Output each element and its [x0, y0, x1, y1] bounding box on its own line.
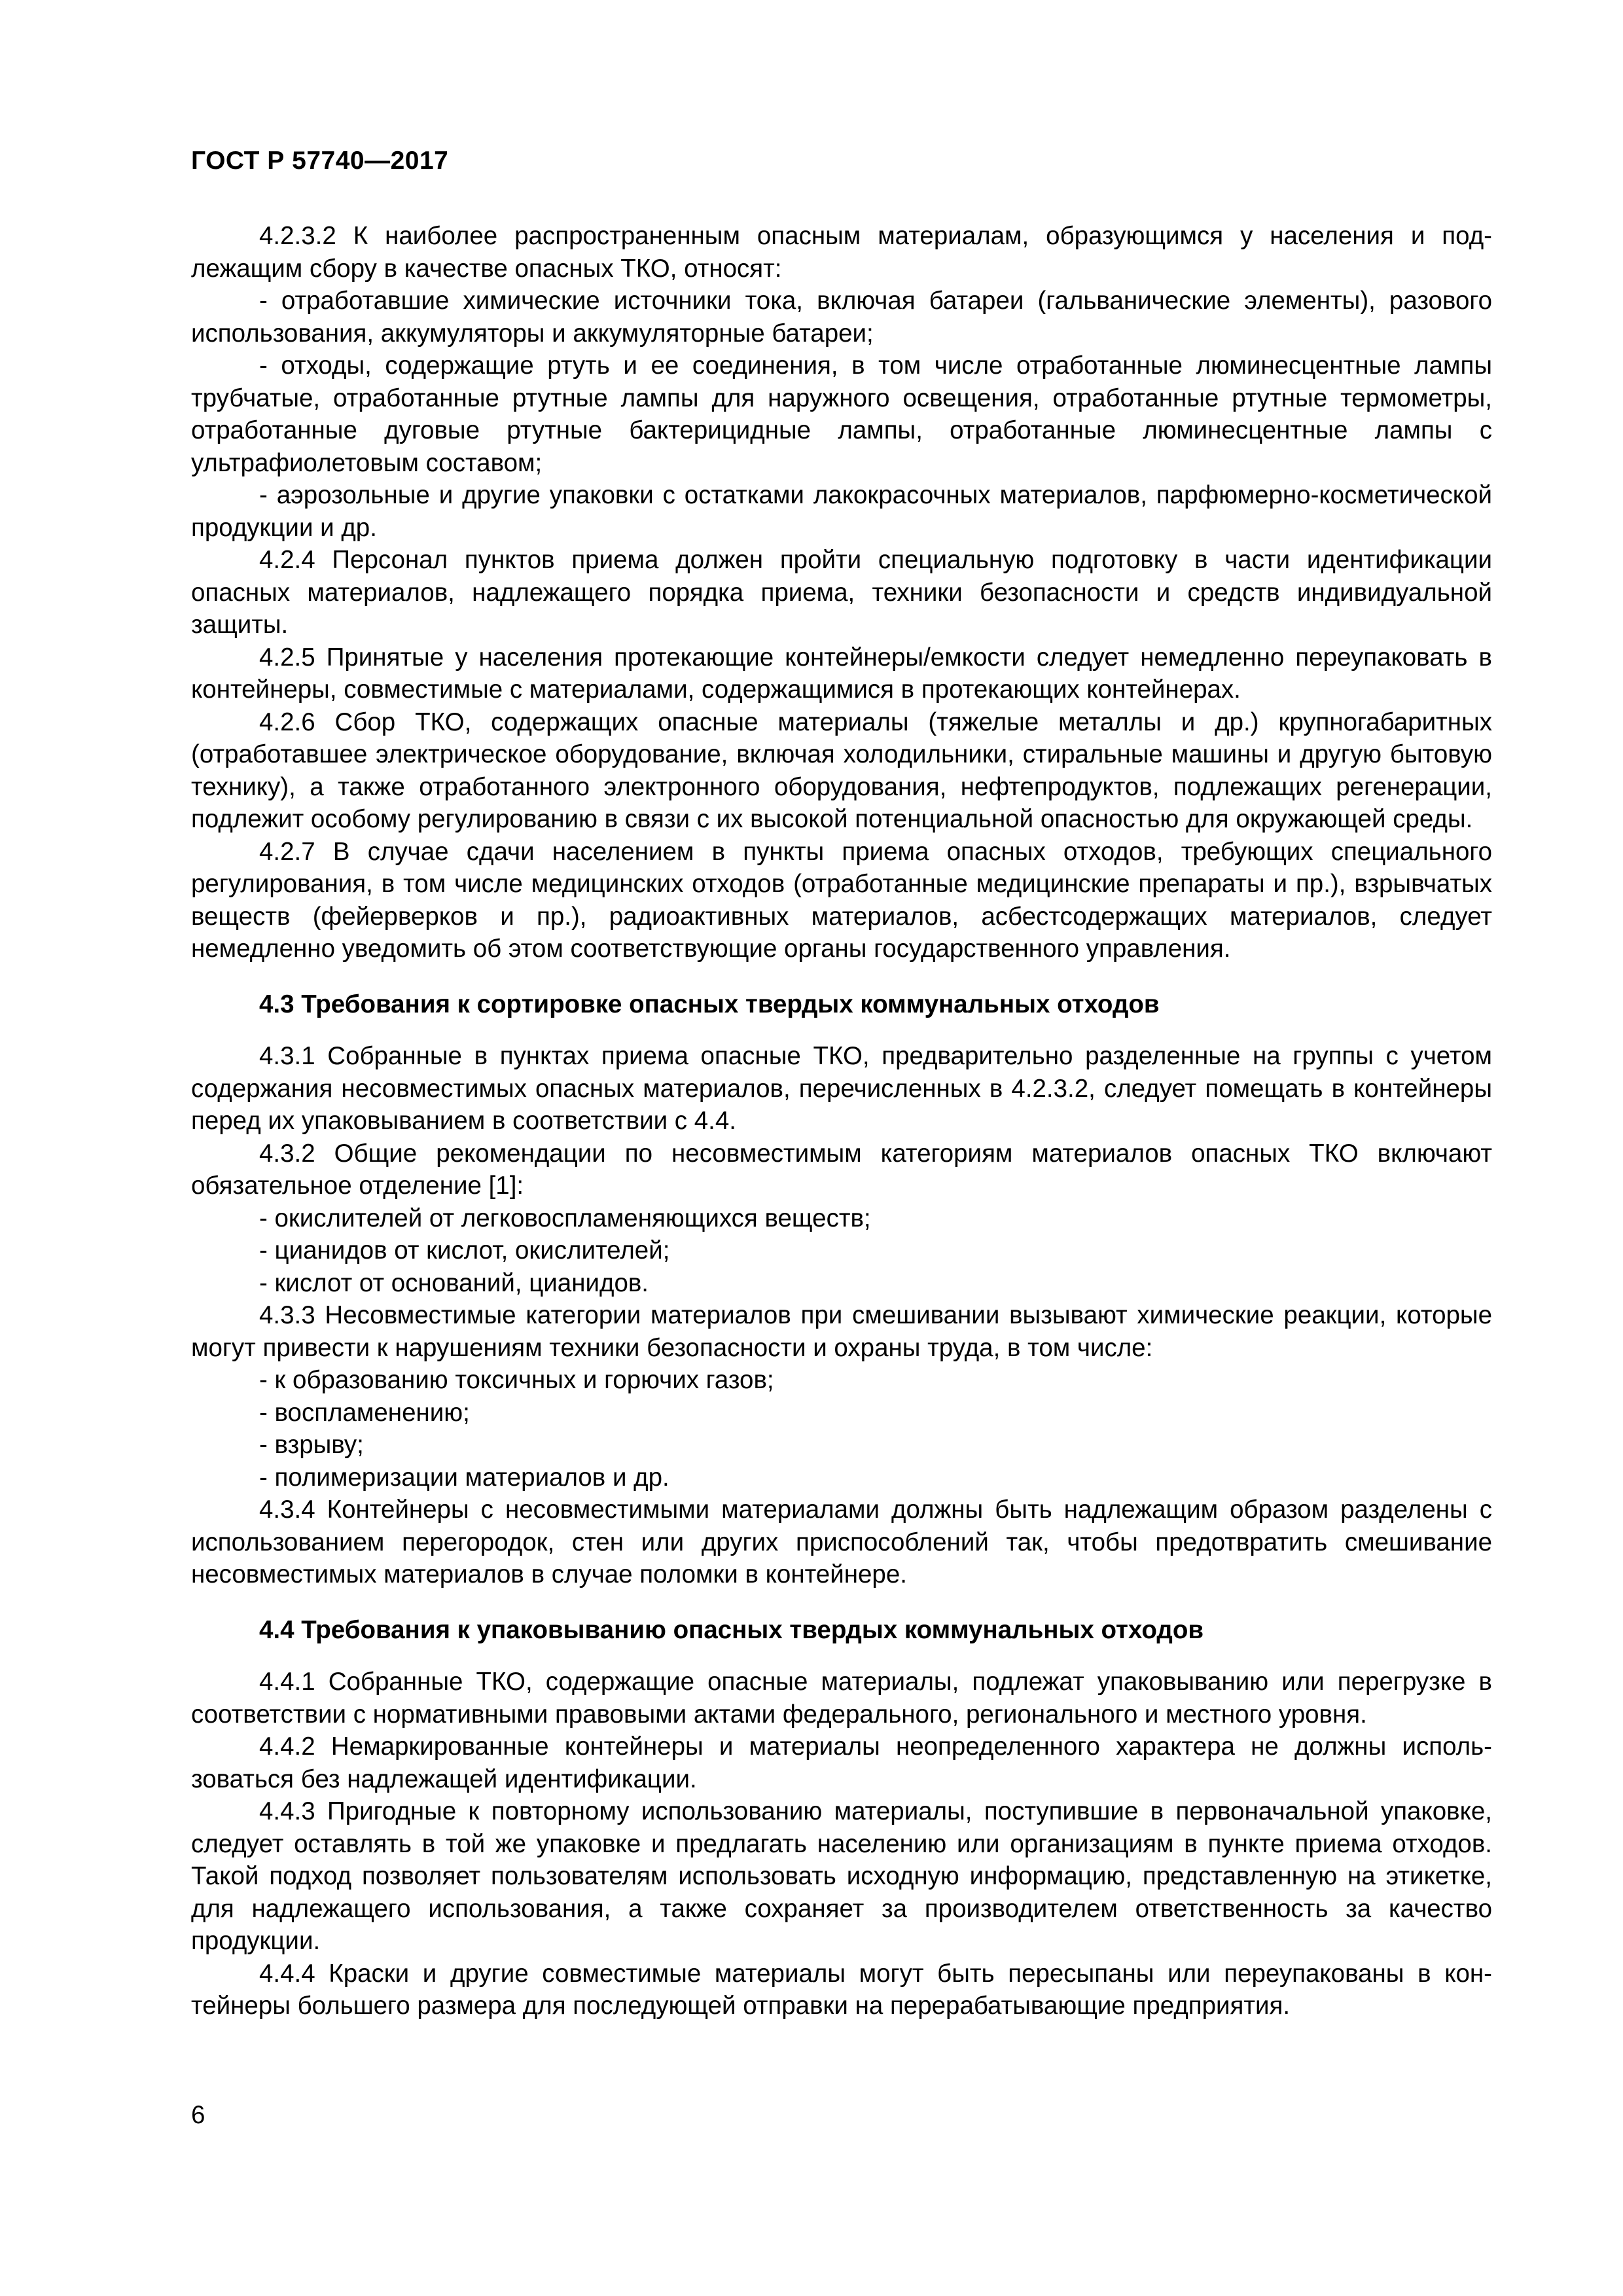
- list-item: - кислот от оснований, цианидов.: [259, 1268, 649, 1297]
- list-item: - к образованию токсичных и горючих газов;: [259, 1366, 774, 1394]
- paragraph-4-3-2: 4.3.2 Общие рекомендации по несовместимым категориям материалов опасных ТКО включают обязательное отделение [1]:: [191, 1139, 1492, 1200]
- document-code: ГОСТ Р 57740—2017: [191, 147, 449, 175]
- paragraph-4-2-4: 4.2.4 Персонал пунктов приема должен пройти специальную подготовку в части идентификации опасных материалов, надлежащего порядка приема, техники безопасности и средств индивидуальной защиты.: [191, 546, 1492, 639]
- list-item: - взрыву;: [259, 1431, 364, 1459]
- paragraph-4-4-4: 4.4.4 Краски и другие совместимые материалы могут быть пересыпаны или переупакованы в контейнеры большего размера для последующей отправки на перерабатывающие предприятия.: [191, 1959, 1492, 2020]
- list-item: - отработавшие химические источники тока, включая батареи (гальванические элементы), разового использования, аккумуляторы и аккумуляторные батареи;: [191, 287, 1492, 348]
- paragraph-4-2-7: 4.2.7 В случае сдачи населением в пункты приема опасных отходов, требующих специального регулирования, в том числе медицинских отходов (отработанные медицинские препараты и пр.), взрывчатых веществ (фейерверков и пр.), радиоактивных материалов, асбестсодержащих материалов, следует немедленно уведомить об этом соответствующие органы государственного управления.: [191, 837, 1492, 963]
- paragraph-4-4-3: 4.4.3 Пригодные к повторному использованию материалы, поступившие в первоначальной упаковке, следует оставлять в той же упаковке и предлагать населению или организациям в пункте приема отходов. Такой подход позволяет пользователям использовать исходную информацию, представленную на этикетке, для надлежащего использования, а также сохраняет за производителем ответственность за качество продукции.: [191, 1797, 1492, 1955]
- paragraph-4-2-5: 4.2.5 Принятые у населения протекающие контейнеры/емкости следует немедленно переупаковать в контейнеры, совместимые с материалами, содержащимися в протекающих контейнерах.: [191, 643, 1492, 704]
- section-heading-4-4: 4.4 Требования к упаковыванию опасных твердых коммунальных отходов: [259, 1615, 1204, 1644]
- paragraph-4-2-3-2: 4.2.3.2 К наиболее распространенным опасным материалам, образующимся у населения и подлежащим сбору в качестве опасных ТКО, относят:: [191, 222, 1492, 283]
- list-item: - аэрозольные и другие упаковки с остатками лакокрасочных материалов, парфюмерно-косметической продукции и др.: [191, 481, 1492, 542]
- page-number: 6: [191, 2101, 205, 2129]
- list-item: - воспламенению;: [259, 1398, 470, 1427]
- list-item: - отходы, содержащие ртуть и ее соединения, в том числе отработанные люминесцентные лампы трубчатые, отработанные ртутные лампы для наружного освещения, отработанные ртутные термометры, отработанные дуговые ртутные бактерицидные лампы, отработанные люминесцентные лампы с ультрафиолетовым составом;: [191, 351, 1492, 477]
- section-heading-4-3: 4.3 Требования к сортировке опасных твердых коммунальных отходов: [259, 990, 1160, 1018]
- paragraph-4-3-3: 4.3.3 Несовместимые категории материалов при смешивании вызывают химические реакции, которые могут привести к нарушениям техники безопасности и охраны труда, в том числе:: [191, 1301, 1492, 1362]
- list-item: - полимеризации материалов и др.: [259, 1463, 669, 1492]
- paragraph-4-4-2: 4.4.2 Немаркированные контейнеры и материалы неопределенного характера не должны использоваться без надлежащей идентификации.: [191, 1732, 1492, 1793]
- paragraph-4-4-1: 4.4.1 Собранные ТКО, содержащие опасные материалы, подлежат упаковыванию или перегрузке в соответствии с нормативными правовыми актами федерального, регионального и местного уровня.: [191, 1668, 1492, 1729]
- paragraph-4-3-4: 4.3.4 Контейнеры с несовместимыми материалами должны быть надлежащим образом разделены с использованием перегородок, стен или других приспособлений так, чтобы предотвратить смешивание несовместимых материалов в случае поломки в контейнере.: [191, 1496, 1492, 1588]
- paragraph-4-3-1: 4.3.1 Собранные в пунктах приема опасные ТКО, предварительно разделенные на группы с учетом содержания несовместимых опасных материалов, перечисленных в 4.2.3.2, следует помещать в контейнеры перед их упаковыванием в соответствии с 4.4.: [191, 1042, 1492, 1135]
- paragraph-4-2-6: 4.2.6 Сбор ТКО, содержащих опасные материалы (тяжелые металлы и др.) крупногабаритных (отработавшее электрическое оборудование, включая холодильники, стиральные машины и другую бытовую технику), а также отработанного электронного оборудования, нефтепродуктов, подлежащих регенерации, подлежит особому регулированию в связи с их высокой потенциальной опасностью для окружающей среды.: [191, 708, 1492, 833]
- list-item: - цианидов от кислот, окислителей;: [259, 1236, 670, 1265]
- list-item: - окислителей от легковоспламеняющихся веществ;: [259, 1204, 871, 1232]
- document-body: [191, 220, 1492, 2022]
